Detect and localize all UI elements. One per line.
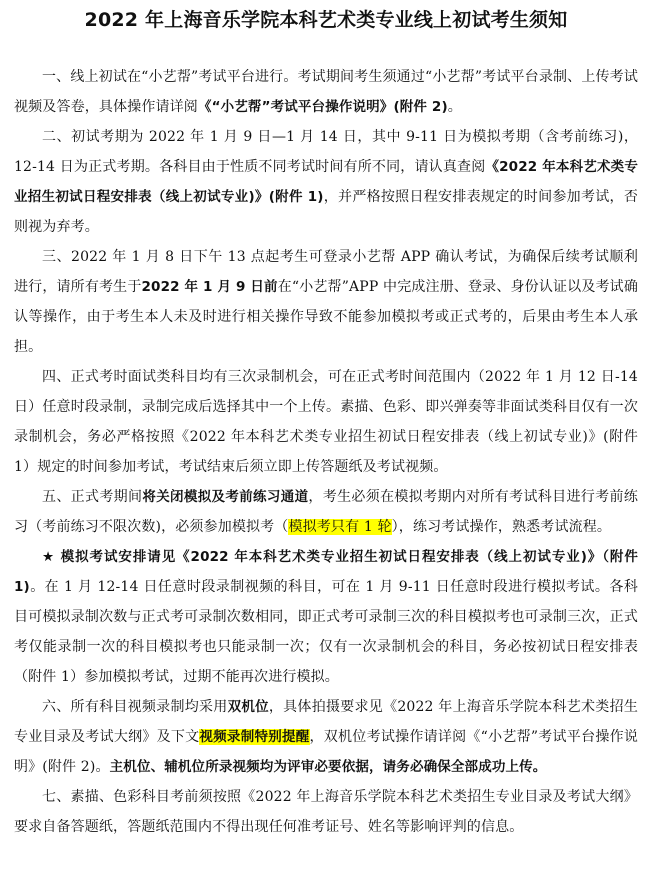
paragraph-5-end: ），练习考试操作，熟悉考试流程。 xyxy=(391,519,612,535)
paragraph-3-text: 三、2022 年 1 月 8 日下午 13 点起考生可登录小艺帮 APP 确认考试，为确保后续考试顺利进行，请所有考生于 xyxy=(14,249,638,295)
paragraph-1 xyxy=(14,62,638,122)
paragraph-7: 七、素描、色彩科目考前须按照《2022 年上海音乐学院本科艺术类招生专业目录及考试大纲》要求自备答题纸，答题纸范围内不得出现任何准考证号、姓名等影响评判的信息。 xyxy=(14,789,638,835)
recording-reminder-highlight: 视频录制特别提醒 xyxy=(199,729,310,745)
channel-closed-notice: 将关闭模拟及考前练习通道 xyxy=(142,489,309,505)
paragraph-1-text: 一、线上初试在“小艺帮”考试平台进行。考试期间考生须通过“小艺帮”考试平台录制、上传考试视频及答卷，具体操作请详阅 xyxy=(14,69,638,115)
document-title: 2022 年上海音乐学院本科艺术类专业线上初试考生须知 xyxy=(84,9,568,31)
paragraph-1-end: 。 xyxy=(447,99,462,115)
mock-exam-note xyxy=(14,542,638,692)
paragraph-2 xyxy=(14,122,638,242)
mock-exam-note-text: 。在 1 月 12-14 日任意时段录制视频的科目，可在 1 月 9-11 日任意时段进行模拟考试。各科目可模拟录制次数与正式考可录制次数相同，即正式考可录制三次的科目模拟考也可录制三次，正式考仅能录制一次的科目模拟考也只能录制一次；仅有一次录制机会的科目，务必按初试日程安排表（附件 1）参加模拟考试，过期不能再次进行模拟。 xyxy=(14,579,638,685)
dual-camera-term: 双机位 xyxy=(227,699,269,715)
platform-guide-reference: 《“小艺帮”考试平台操作说明》(附件 2) xyxy=(197,99,448,115)
schedule-reference: 《2022 年本科艺术类专业招生初试日程安排表（线上初试专业)》(附件 1) xyxy=(14,159,638,205)
mock-exam-once-highlight: 模拟考只有 1 轮 xyxy=(288,519,392,535)
paragraph-2-text: 二、初试考期为 2022 年 1 月 9 日—1 月 14 日，其中 9-11 日为模拟考期（含考前练习)，12-14 日为正式考期。各科目由于性质不同考试时间有所不同，请认真查阅 xyxy=(14,129,638,175)
paragraph-6-middle: ，具体拍摄要求见《2022 年上海音乐学院本科艺术类招生专业目录及考试大纲》及下文 xyxy=(14,699,639,745)
mock-exam-schedule-reference: 模拟考试安排请见《2022 年本科艺术类专业招生初试日程安排表（线上初试专业)》（附件 1) xyxy=(14,549,638,595)
paragraph-6-guide: ，双机位考试操作请详阅《“小艺帮”考试平台操作说明》(附件 2)。 xyxy=(14,729,639,775)
paragraph-3-end: 在“小艺帮”APP 中完成注册、登录、身份认证以及考试确认等操作，由于考生本人未及时进行相关操作导致不能参加模拟考或正式考的，后果由考生本人承担。 xyxy=(14,279,638,355)
paragraph-6-text: 六、所有科目视频录制均采用 xyxy=(42,699,228,715)
paragraph-4: 四、正式考时面试类科目均有三次录制机会，可在正式考时间范围内（2022 年 1 月 12 日-14 日）任意时段录制，录制完成后选择其中一个上传。素描、色彩、即兴弹奏等非面试类科目仅有一次录制机会，务必严格按照《2022 年本科艺术类专业招生初试日程安排表（线上初试专业)》(附件 1）规定的时间参加考试，考试结束后须立即上传答题纸及考试视频。 xyxy=(14,369,638,475)
paragraph-6 xyxy=(14,692,638,782)
paragraph-5-text: 五、正式考期间 xyxy=(42,489,143,505)
paragraph-3 xyxy=(14,242,638,362)
paragraph-5 xyxy=(14,482,638,542)
registration-deadline: 2022 年 1 月 9 日前 xyxy=(141,279,278,295)
star-icon: ★ xyxy=(42,549,56,565)
upload-requirement: 主机位、辅机位所录视频均为评审必要依据，请务必确保全部成功上传。 xyxy=(109,759,547,775)
paragraph-5-middle: ，考生必须在模拟考期内对所有考试科目进行考前练习（考前练习不限次数)，必须参加模拟考（ xyxy=(14,489,638,535)
paragraph-2-end: ，并严格按照日程安排表规定的时间参加考试，否则视为弃考。 xyxy=(14,189,638,235)
